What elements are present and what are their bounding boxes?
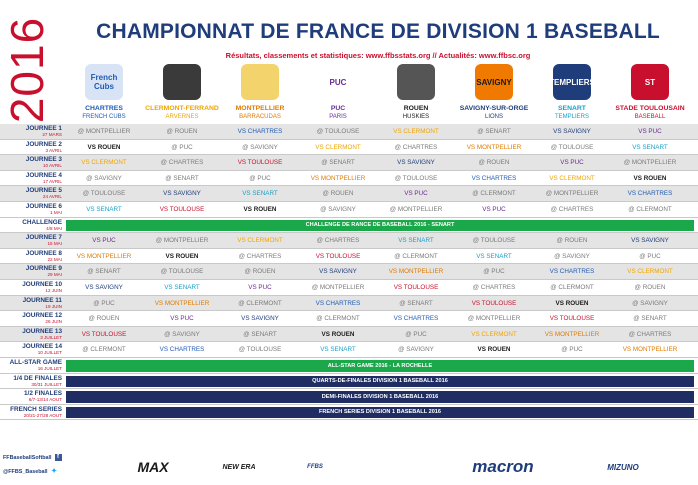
sponsor-logo: FFBS xyxy=(307,464,323,470)
round-name: JOURNEE 5 xyxy=(25,187,62,195)
round-label xyxy=(2,250,62,263)
match-cell: VS CLERMONT xyxy=(393,128,439,135)
match-cell: VS ROUEN xyxy=(633,174,667,182)
round-name: JOURNEE 13 xyxy=(22,327,62,335)
event-banner: DEMI-FINALES DIVISION 1 BASEBALL 2016 xyxy=(66,391,694,403)
sponsor-logo: NEW ERA xyxy=(222,463,256,471)
match-cell: VS SENART xyxy=(632,143,668,151)
match-cell: VS CHARTRES xyxy=(471,174,517,182)
match-cell: VS CLERMONT xyxy=(627,268,673,276)
team-city: SAVIGNY-SUR-ORGE xyxy=(459,105,529,112)
match-cell: VS CLERMONT xyxy=(549,174,595,182)
match-cell: @ SAVIGNY xyxy=(632,299,668,307)
round-label xyxy=(2,219,62,232)
match-cell: VS PUC xyxy=(482,205,506,213)
team-logo: PUC xyxy=(319,64,357,100)
round-name: FRENCH SERIES xyxy=(10,405,62,413)
round-name: JOURNEE 8 xyxy=(25,249,62,257)
schedule-row xyxy=(0,249,698,265)
round-label xyxy=(2,406,62,419)
event-banner: FRENCH SERIES DIVISION 1 BASEBALL 2016 xyxy=(66,407,694,419)
round-name: JOURNEE 6 xyxy=(25,202,62,210)
match-cell: VS MONTPELLIER xyxy=(622,346,678,354)
match-cell: @ PUC xyxy=(639,252,661,260)
team-1 xyxy=(144,64,220,121)
schedule-row xyxy=(0,124,698,140)
match-cell: @ SENART xyxy=(87,268,121,276)
match-cell: VS MONTPELLIER xyxy=(310,174,366,182)
facebook-icon: f xyxy=(55,454,62,461)
team-nickname: BASEBALL xyxy=(634,114,666,120)
match-cell: @ MONTPELLIER xyxy=(311,283,365,291)
round-label xyxy=(2,297,62,310)
round-label xyxy=(2,328,62,341)
match-cell: @ MONTPELLIER xyxy=(545,190,599,198)
match-cell: VS CLERMONT xyxy=(81,159,127,167)
round-name: JOURNEE 14 xyxy=(22,343,62,351)
match-cell: @ ROUEN xyxy=(556,237,588,245)
match-cell: VS CHARTRES xyxy=(549,268,595,276)
round-name: CHALLENGE xyxy=(22,218,62,226)
match-cell: @ MONTPELLIER xyxy=(623,159,677,167)
schedule-row xyxy=(0,264,698,280)
match-cell: VS SENART xyxy=(320,346,356,354)
round-date: 3 AVRIL xyxy=(45,147,62,153)
match-cell: @ TOULOUSE xyxy=(472,237,516,245)
twitter-icon: ✦ xyxy=(51,468,57,475)
round-label xyxy=(2,203,62,216)
round-label xyxy=(2,156,62,169)
team-city: CLERMONT-FERRAND xyxy=(145,105,219,112)
match-cell: VS CHARTRES xyxy=(627,190,673,198)
event-banner: CHALLENGE DE RANCE DE BASEBALL 2016 - SENART xyxy=(66,220,694,232)
match-cell: @ CLERMONT xyxy=(394,252,438,260)
year-label: 2016 xyxy=(1,16,53,124)
round-date: 16 JUILLET xyxy=(37,365,62,371)
match-cell: VS SAVIGNY xyxy=(631,237,669,245)
team-logo: TEMPLIERS xyxy=(553,64,591,100)
match-cell: @ SAVIGNY xyxy=(242,143,278,151)
schedule-row xyxy=(0,140,698,156)
schedule-row xyxy=(0,311,698,327)
match-cell: @ TOULOUSE xyxy=(160,268,204,276)
match-cell: VS TOULOUSE xyxy=(237,159,283,167)
team-logo xyxy=(163,64,201,100)
schedule-row xyxy=(0,155,698,171)
match-cell: VS SAVIGNY xyxy=(397,159,435,167)
event-banner: ALL-STAR GAME 2016 - LA ROCHELLE xyxy=(66,360,694,372)
match-cell: VS SENART xyxy=(242,190,278,198)
match-cell: @ SAVIGNY xyxy=(86,174,122,182)
match-cell: @ MONTPELLIER xyxy=(389,205,443,213)
schedule-row xyxy=(0,296,698,312)
match-cell: VS PUC xyxy=(92,237,116,245)
schedule-row xyxy=(0,171,698,187)
match-cell: @ CLERMONT xyxy=(316,315,360,323)
team-logo xyxy=(397,64,435,100)
match-cell: VS CHARTRES xyxy=(159,346,205,354)
match-cell: @ MONTPELLIER xyxy=(467,315,521,323)
match-cell: VS TOULOUSE xyxy=(81,330,127,338)
schedule-row xyxy=(0,186,698,202)
round-name: JOURNEE 9 xyxy=(25,265,62,273)
footer xyxy=(0,452,698,485)
match-cell: VS ROUEN xyxy=(321,330,355,338)
team-3 xyxy=(300,64,376,121)
team-city: CHARTRES xyxy=(85,105,123,112)
match-cell: VS MONTPELLIER xyxy=(76,252,132,260)
team-4 xyxy=(378,64,454,121)
match-cell: @ TOULOUSE xyxy=(550,143,594,151)
match-cell: VS ROUEN xyxy=(165,252,199,260)
match-cell: @ CHARTRES xyxy=(238,252,282,260)
match-cell: @ SENART xyxy=(243,330,277,338)
team-5 xyxy=(456,64,532,121)
round-name: JOURNEE 7 xyxy=(25,234,62,242)
round-name: JOURNEE 3 xyxy=(25,156,62,164)
match-cell: VS MONTPELLIER xyxy=(466,143,522,151)
team-nickname: LIONS xyxy=(484,114,503,120)
row-divider xyxy=(0,419,698,420)
round-date: 24 AVRIL xyxy=(42,194,62,200)
round-label xyxy=(2,343,62,356)
page-subtitle: Résultats, classements et statistiques: www.ffbsstats.org // Actualités: www.ffbsc.org xyxy=(225,51,531,60)
sponsor-logo: MIZUNO xyxy=(607,462,639,472)
round-date: 17 AVRIL xyxy=(42,178,62,184)
match-cell: VS CLERMONT xyxy=(471,330,517,338)
round-date: 4/8 MAI xyxy=(46,225,62,231)
match-cell: @ CHARTRES xyxy=(628,330,672,338)
sponsor-logo: MAX xyxy=(137,459,169,475)
match-cell: @ PUC xyxy=(171,143,193,151)
match-cell: VS SENART xyxy=(164,283,200,291)
team-city: SENART xyxy=(558,105,586,112)
round-name: JOURNEE 10 xyxy=(22,280,62,288)
match-cell: @ MONTPELLIER xyxy=(77,128,131,135)
round-label xyxy=(2,359,62,372)
match-cell: VS PUC xyxy=(404,190,428,198)
match-cell: VS PUC xyxy=(560,159,584,167)
match-cell: VS SENART xyxy=(476,252,512,260)
match-cell: @ ROUEN xyxy=(478,159,510,167)
match-cell: @ ROUEN xyxy=(88,315,120,323)
match-cell: VS SENART xyxy=(86,205,122,213)
match-cell: VS MONTPELLIER xyxy=(154,299,210,307)
match-cell: @ PUC xyxy=(93,299,115,307)
match-cell: @ CLERMONT xyxy=(238,299,282,307)
match-cell: @ PUC xyxy=(249,174,271,182)
round-date: 15 MAI xyxy=(47,241,62,247)
match-cell: VS MONTPELLIER xyxy=(544,330,600,338)
match-cell: VS PUC xyxy=(638,128,662,135)
match-cell: VS ROUEN xyxy=(555,299,589,307)
match-cell: @ TOULOUSE xyxy=(316,128,360,135)
round-date: 26 JUIN xyxy=(45,319,62,325)
round-date: 10 JUILLET xyxy=(37,350,62,356)
match-cell: @ TOULOUSE xyxy=(394,174,438,182)
round-name: 1/2 FINALES xyxy=(24,390,62,398)
match-cell: @ ROUEN xyxy=(166,128,198,135)
schedule-grid xyxy=(0,124,698,420)
match-cell: @ CLERMONT xyxy=(82,346,126,354)
team-0 xyxy=(66,64,142,121)
round-date: 30/31 JUILLET xyxy=(31,381,62,387)
match-cell: VS CHARTRES xyxy=(237,128,283,135)
team-nickname: HUSKIES xyxy=(402,114,430,120)
match-cell: VS ROUEN xyxy=(477,346,511,354)
match-cell: @ SENART xyxy=(165,174,199,182)
event-row xyxy=(0,389,698,405)
event-row xyxy=(0,405,698,421)
team-nickname: ARVERNES xyxy=(165,114,199,120)
match-cell: @ SAVIGNY xyxy=(554,252,590,260)
team-nickname: FRENCH CUBS xyxy=(82,114,126,120)
match-cell: @ PUC xyxy=(405,330,427,338)
event-row xyxy=(0,218,698,234)
match-cell: VS ROUEN xyxy=(87,143,121,151)
match-cell: VS TOULOUSE xyxy=(471,299,517,307)
page-title: CHAMPIONNAT DE FRANCE DE DIVISION 1 BASEBALL xyxy=(96,20,660,43)
event-row xyxy=(0,374,698,390)
match-cell: @ CHARTRES xyxy=(394,143,438,151)
match-cell: VS SAVIGNY xyxy=(241,315,279,323)
match-cell: VS CLERMONT xyxy=(237,237,283,245)
team-7 xyxy=(612,64,688,121)
match-cell: @ CHARTRES xyxy=(160,159,204,167)
match-cell: VS PUC xyxy=(248,283,272,291)
match-cell: @ TOULOUSE xyxy=(238,346,282,354)
match-cell: VS TOULOUSE xyxy=(393,283,439,291)
round-date: 12 JUIN xyxy=(45,287,62,293)
match-cell: @ CHARTRES xyxy=(550,205,594,213)
schedule-row xyxy=(0,233,698,249)
twitter-link[interactable]: @FFBS_Baseball ✦ xyxy=(3,468,57,475)
match-cell: @ CLERMONT xyxy=(472,190,516,198)
match-cell: VS ROUEN xyxy=(243,205,277,213)
round-date: 22 MAI xyxy=(47,256,62,262)
team-city: PUC xyxy=(330,105,346,112)
schedule-row xyxy=(0,202,698,218)
event-row xyxy=(0,358,698,374)
match-cell: VS CHARTRES xyxy=(315,299,361,307)
round-label xyxy=(2,187,62,200)
team-nickname: BARRACUDAS xyxy=(239,114,281,120)
round-label xyxy=(2,234,62,247)
match-cell: VS SAVIGNY xyxy=(85,283,123,291)
round-label xyxy=(2,390,62,403)
round-label xyxy=(2,265,62,278)
match-cell: @ SAVIGNY xyxy=(398,346,434,354)
match-cell: @ SENART xyxy=(477,128,511,135)
schedule-row xyxy=(0,327,698,343)
round-name: JOURNEE 2 xyxy=(25,140,62,148)
match-cell: @ SENART xyxy=(399,299,433,307)
team-nickname: PARIS xyxy=(329,114,347,120)
match-cell: @ ROUEN xyxy=(244,268,276,276)
match-cell: VS SENART xyxy=(398,237,434,245)
team-6 xyxy=(534,64,610,121)
round-name: JOURNEE 4 xyxy=(25,171,62,179)
round-name: JOURNEE 12 xyxy=(22,312,62,320)
round-date: 1 MAI xyxy=(50,209,62,215)
team-city: ROUEN xyxy=(403,105,429,112)
round-label xyxy=(2,312,62,325)
round-label xyxy=(2,125,62,138)
round-name: ALL-STAR GAME xyxy=(9,358,62,366)
round-name: JOURNEE 1 xyxy=(25,125,62,132)
team-logo: French Cubs xyxy=(85,64,123,100)
team-2 xyxy=(222,64,298,121)
round-date: 6/7-13/14 AOUT xyxy=(28,397,62,403)
match-cell: VS MONTPELLIER xyxy=(388,268,444,276)
round-label xyxy=(2,281,62,294)
match-cell: @ CLERMONT xyxy=(628,205,672,213)
match-cell: VS TOULOUSE xyxy=(315,252,361,260)
team-city: MONTPELLIER xyxy=(235,105,285,112)
round-label xyxy=(2,172,62,185)
round-date: 27 MARS xyxy=(42,132,62,137)
round-date: 19 JUIN xyxy=(45,303,62,309)
match-cell: @ TOULOUSE xyxy=(82,190,126,198)
schedule-row xyxy=(0,280,698,296)
match-cell: VS TOULOUSE xyxy=(549,315,595,323)
round-date: 3 JUILLET xyxy=(40,334,62,340)
match-cell: @ SENART xyxy=(321,159,355,167)
match-cell: @ CLERMONT xyxy=(550,283,594,291)
match-cell: @ CHARTRES xyxy=(316,237,360,245)
match-cell: VS PUC xyxy=(170,315,194,323)
match-cell: VS CLERMONT xyxy=(315,143,361,151)
team-logo xyxy=(241,64,279,100)
match-cell: VS SAVIGNY xyxy=(163,190,201,198)
team-logo: SAVIGNY xyxy=(475,64,513,100)
match-cell: @ PUC xyxy=(561,346,583,354)
match-cell: @ PUC xyxy=(483,268,505,276)
match-cell: @ ROUEN xyxy=(634,283,666,291)
sponsor-logo: macron xyxy=(472,457,534,476)
match-cell: @ MONTPELLIER xyxy=(155,237,209,245)
team-logo: ST xyxy=(631,64,669,100)
team-nickname: TEMPLIERS xyxy=(554,114,589,120)
event-banner: QUARTS-DE-FINALES DIVISION 1 BASEBALL 2016 xyxy=(66,376,694,388)
schedule-row xyxy=(0,342,698,358)
match-cell: VS SAVIGNY xyxy=(319,268,357,276)
match-cell: VS TOULOUSE xyxy=(159,205,205,213)
match-cell: @ SAVIGNY xyxy=(320,205,356,213)
round-label xyxy=(2,375,62,388)
match-cell: @ CHARTRES xyxy=(472,283,516,291)
match-cell: VS SAVIGNY xyxy=(553,128,591,135)
match-cell: @ SENART xyxy=(633,315,667,323)
round-date: 20/21-27/28 AOUT xyxy=(23,412,62,418)
match-cell: @ SAVIGNY xyxy=(164,330,200,338)
match-cell: @ ROUEN xyxy=(322,190,354,198)
round-date: 29 MAI xyxy=(47,272,62,278)
team-city: STADE TOULOUSAIN xyxy=(615,105,685,112)
round-name: 1/4 DE FINALES xyxy=(13,374,62,382)
facebook-link[interactable]: FFBaseballSoftball f xyxy=(3,454,62,461)
round-name: JOURNEE 11 xyxy=(22,296,62,304)
round-label xyxy=(2,141,62,154)
match-cell: VS CHARTRES xyxy=(393,315,439,323)
round-date: 10 AVRIL xyxy=(42,163,62,169)
